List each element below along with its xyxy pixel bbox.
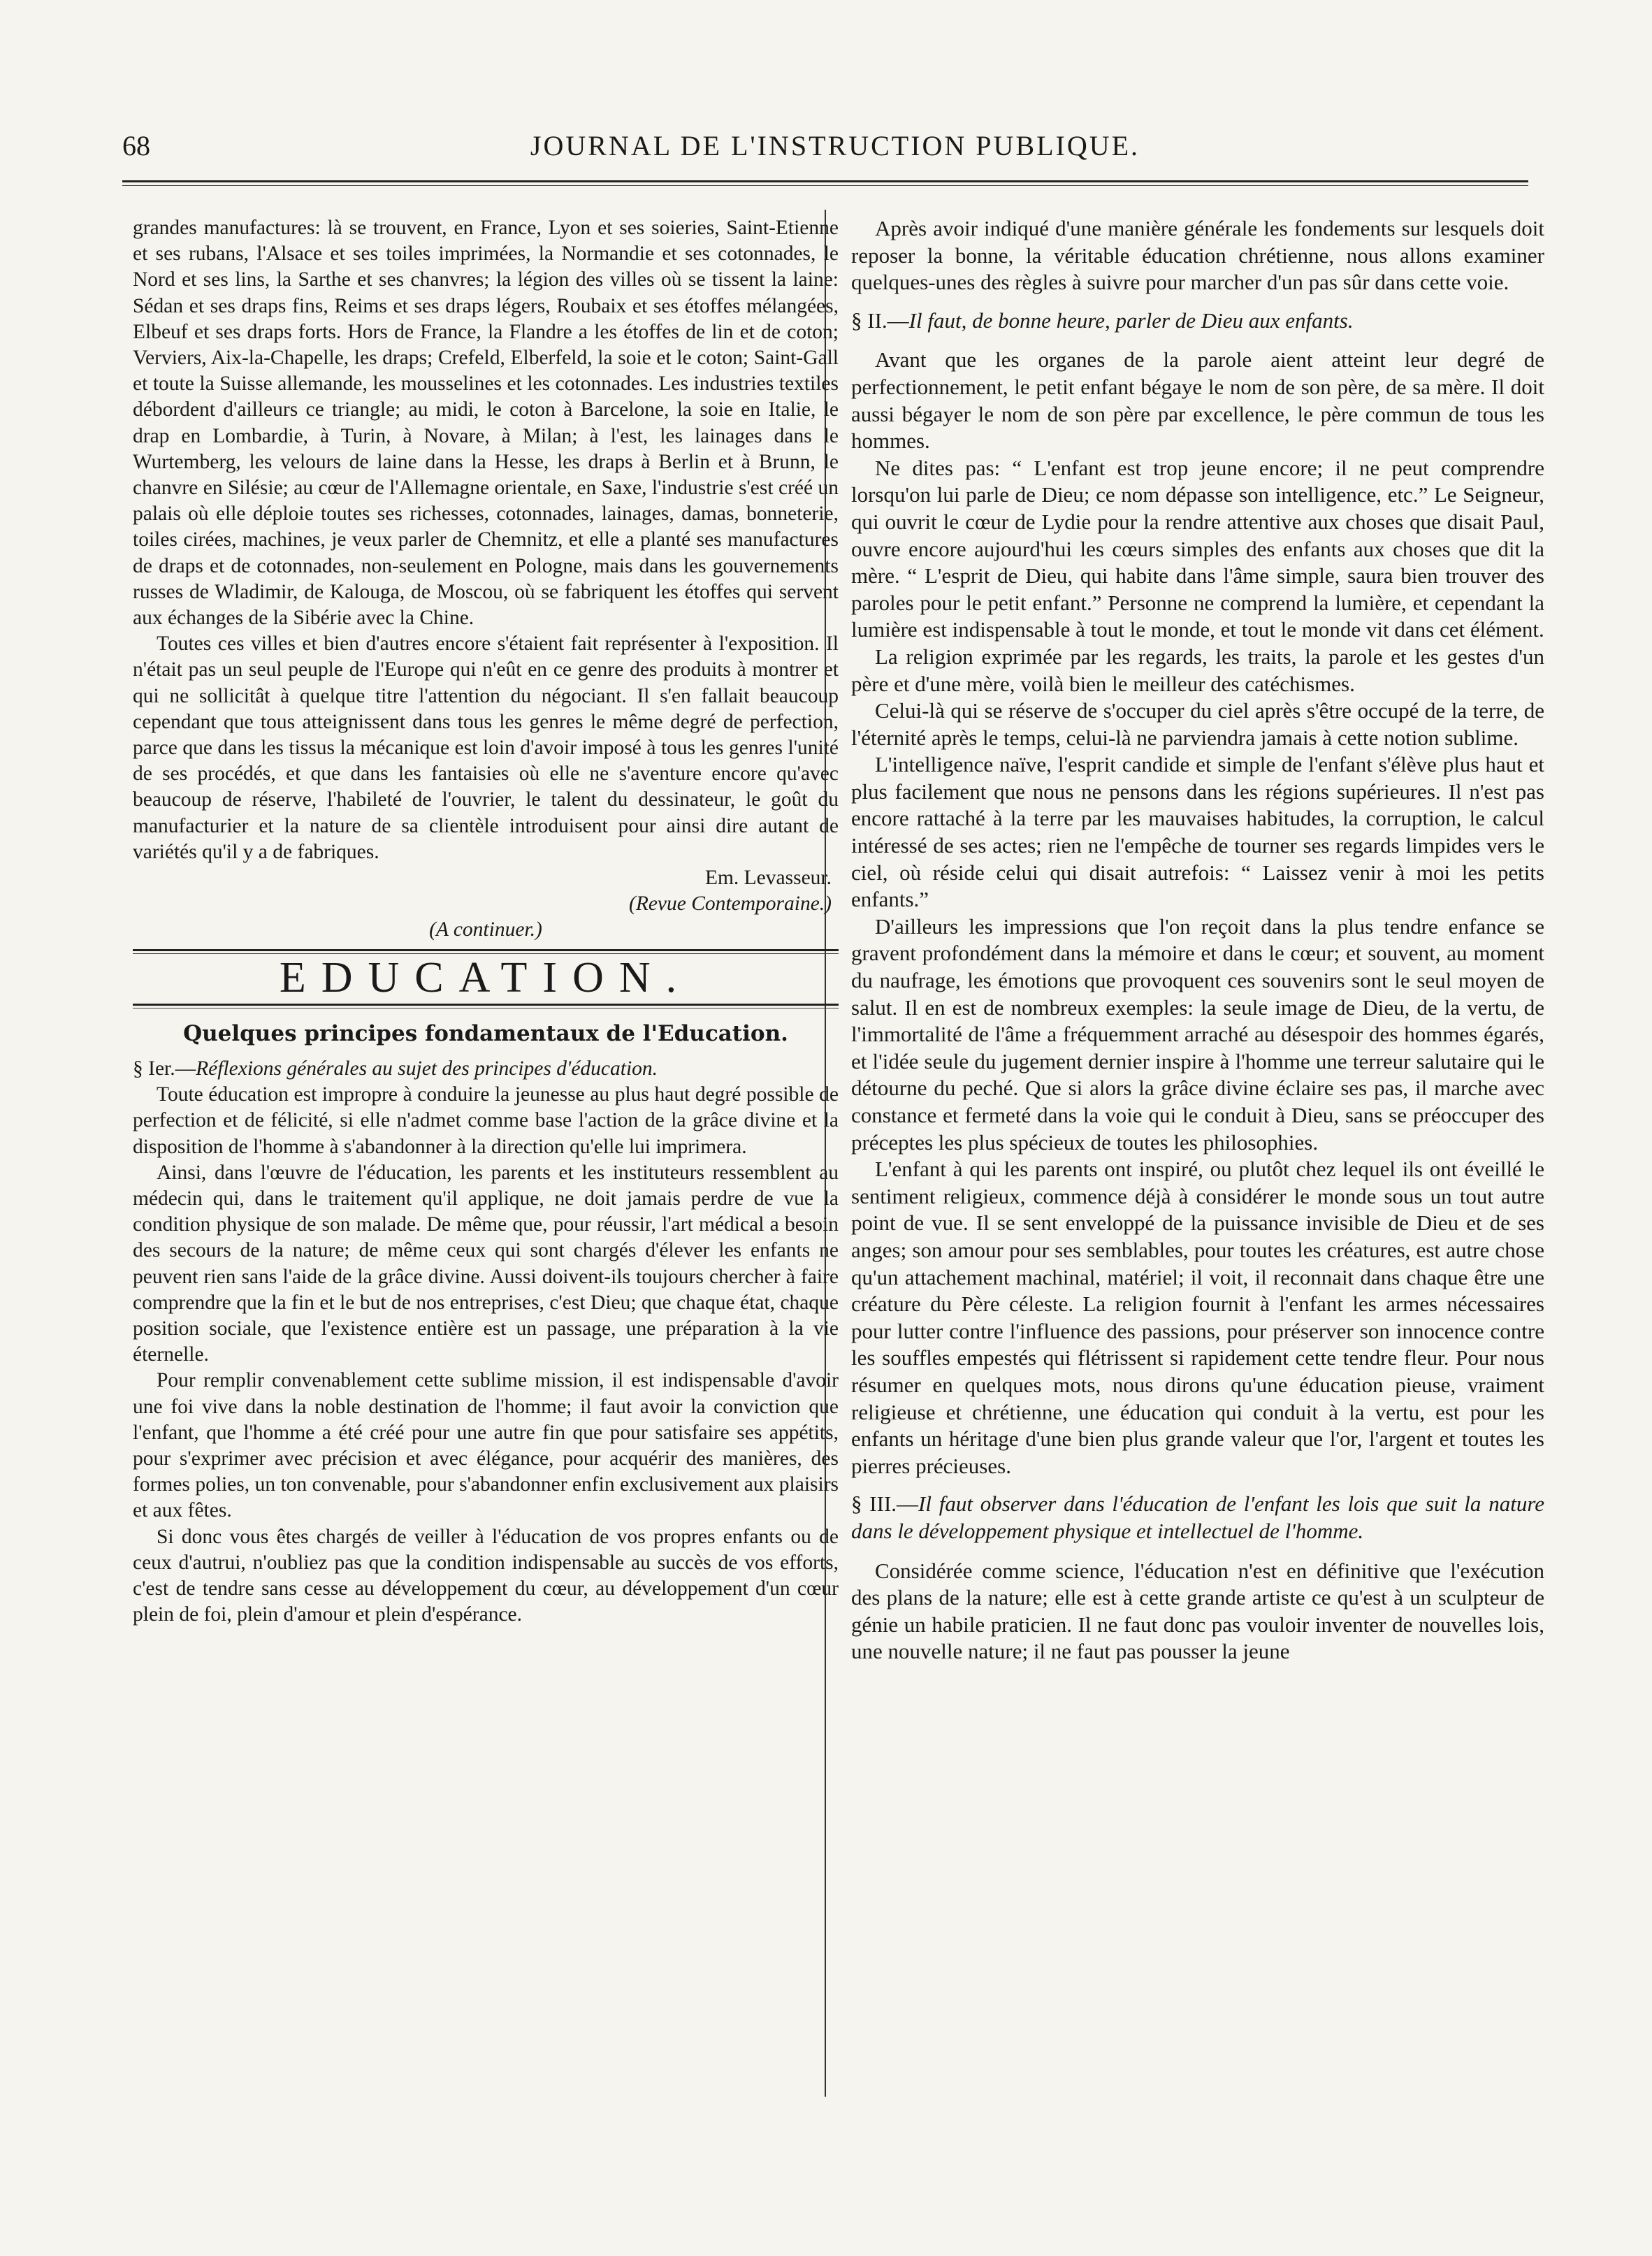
paragraph: Celui-là qui se réserve de s'occuper du ciel après s'être occupé de la terre, de l'éternité après le temps, celui-là ne parviendra jamais à cette notion sublime. xyxy=(851,698,1544,750)
page-number: 68 xyxy=(122,130,150,161)
paragraph: Avant que les organes de la parole aient atteint leur degré de perfectionnement, le petit enfant bégaye le nom de son père, de sa mère. Il doit aussi bégayer le nom de son père par excellence, le père commun de tous les hommes. xyxy=(851,347,1544,454)
paragraph: Pour remplir convenablement cette sublime mission, il est indispensable d'avoir une foi vive dans la noble destination de l'homme; il faut avoir la conviction que l'enfant, que l'homme a été créé pour une autre fin que pour satisfaire ses appétits, pour s'exprimer avec précision et avec élégance, pour acquérir des manières, des formes polies, un ton convenable, pour s'abandonner enfin exclusivement aux plaisirs et aux fêtes. xyxy=(133,1369,839,1522)
continued-note: (A continuer.) xyxy=(429,918,542,941)
subsection-heading xyxy=(851,1491,1544,1545)
header-rule xyxy=(122,180,1528,186)
subsection-number: § Ier.— xyxy=(133,1057,196,1080)
left-column xyxy=(133,215,839,1628)
paragraph: L'intelligence naïve, l'esprit candide et simple de l'enfant s'élève plus haut et plus facilement que nous ne pensons dans les régions supérieures. Il n'est pas encore rattaché à la terre par les mauvaises habitudes, la corruption, le calcul intéressé de ses actes; rien ne l'empêche de tourner ses regards limpides vers le ciel, où réside celui qui disait autrefois: “ Laissez venir à moi les petits enfants.” xyxy=(851,752,1544,912)
paragraph: grandes manufactures: là se trouvent, en France, Lyon et ses soieries, Saint-Etienne et ses rubans, l'Alsace et ses toiles imprimées, la Normandie et ses cotonnades, le Nord et ses lins, la Sarthe et ses chanvres; la légion des villes où se tissent la laine: Sédan et ses draps fins, Reims et ses draps légers, Roubaix et ses étoffes mélangées, Elbeuf et ses draps forts. Hors de France, la Flandre a les étoffes de lin et de coton; Verviers, Aix-la-Chapelle, les draps; Crefeld, Elberfeld, la soie et le coton; Saint-Gall et toute la Suisse allemande, les mousselines et les cotonnades. Les industries textiles débordent d'ailleurs ce triangle; au midi, le coton à Barcelone, la soie en Italie, le drap en Lombardie, à Turin, à Novare, à Milan; à l'est, les lainages dans le Wurtemberg, les velours de laine dans la Hesse, les draps à Berlin et à Brunn, le chanvre en Silésie; au cœur de l'Allemagne orientale, en Saxe, l'industrie s'est créé un palais où elle déploie toutes ses richesses, cotonnades, lainages, damas, bonneterie, toiles cirées, machines, je veux parler de Chemnitz, et elle a planté ses manufactures de draps et de cotonnades, non-seulement en Pologne, mais dans les gouvernements russes de Wladimir, de Kalouga, de Moscou, où se fabriquent les étoffes qui servent aux échanges de la Sibérie avec la Chine. xyxy=(133,217,839,630)
section-title: EDUCATION. xyxy=(279,953,693,1002)
paragraph: Si donc vous êtes chargés de veiller à l'éducation de vos propres enfants ou de ceux d'autrui, n'oubliez pas que la condition indispensable au succès de vos efforts, c'est de tendre sans cesse au développement du cœur, au développement d'un cœur plein de foi, plein d'amour et plein d'espérance. xyxy=(133,1525,839,1626)
author-signature: Em. Levasseur. xyxy=(704,867,832,890)
section-rule xyxy=(133,949,839,954)
paragraph: L'enfant à qui les parents ont inspiré, ou plutôt chez lequel ils ont éveillé le sentiment religieux, commence déjà à considérer le monde sous un tout autre point de vue. Il se sent enveloppé de la puissance invisible de Dieu et de ses anges; son amour pour ses semblables, pour toutes les créatures, est autre chose qu'un attachement machinal, matériel; il voit, il reconnait dans chaque être une créature du Père céleste. La religion fournit à l'enfant les armes nécessaires pour lutter contre l'influence des passions, pour préserver son innocence contre les souffles empestés qui flétrissent si rapidement cette tendre fleur. Pour nous résumer en quelques mots, nous dirons qu'une éducation pieuse, vraiment religieuse et chrétienne, une éducation qui conduit à la vertu, est pour les enfants un héritage d'une bien plus grande valeur que l'or, l'argent et toutes les pierres précieuses. xyxy=(851,1157,1544,1478)
paragraph: Ne dites pas: “ L'enfant est trop jeune encore; il ne peut comprendre lorsqu'on lui parle de Dieu; ce nom dépasse son intelligence, etc.” Le Seigneur, qui ouvrit le cœur de Lydie pour la rendre attentive aux choses que disait Paul, ouvre encore aujourd'hui les cœurs simples des enfants aux choses que dit la mère. “ L'esprit de Dieu, qui habite dans l'âme simple, saura bien trouver des paroles pour le petit enfant.” Personne ne comprend la lumière, et cependant la lumière est indispensable à tout le monde, et tout le monde vit dans cet élément. xyxy=(851,455,1544,642)
subsection-title: Il faut observer dans l'éducation de l'enfant les lois que suit la nature dans le développement physique et intellectuel de l'homme. xyxy=(851,1491,1544,1543)
paragraph: Toute éducation est impropre à conduire la jeunesse au plus haut degré possible de perfection et de félicité, si elle n'admet comme base l'action de la grâce divine et la disposition de l'homme à s'abandonner à la direction qu'elle lui imprimera. xyxy=(133,1083,839,1158)
subsection-number: § II.— xyxy=(851,308,909,333)
paragraph: Toutes ces villes et bien d'autres encore s'étaient fait représenter à l'exposition. Il n'était pas un seul peuple de l'Europe qui n'eût en ce genre des produits à montrer et qui ne sollicitât à quelque titre l'attention du négociant. Il s'en fallait beaucoup cependant que tous atteignissent dans tous les genres le même degré de perfection, parce que dans les tissus la mécanique est loin d'avoir imposé à tous les genres l'unité de ses procédés, et que dans les fantaisies où elle ne s'aventure encore qu'avec beaucoup de réserve, l'habileté de l'ouvrier, le talent du dessinateur, le goût du manufacturier et la nature de sa clientèle introduisent pour ainsi dire autant de variétés qu'il y a de fabriques. xyxy=(133,632,839,863)
subsection-heading xyxy=(851,308,1544,335)
subsection-heading xyxy=(133,1056,839,1082)
paragraph: Considérée comme science, l'éducation n'est en définitive que l'exécution des plans de la nature; elle est à cette grande artiste ce qu'est à un sculpteur de génie un habile praticien. Il ne faut donc pas vouloir inventer de nouvelles lois, une nouvelle nature; il ne faut pas pousser la jeune xyxy=(851,1558,1544,1664)
subsection-title: Il faut, de bonne heure, parler de Dieu aux enfants. xyxy=(908,308,1354,333)
subsection-number: § III.— xyxy=(851,1491,919,1517)
right-column xyxy=(851,215,1544,1665)
paragraph: D'ailleurs les impressions que l'on reçoit dans la plus tendre enfance se gravent profondément dans la mémoire et dans le cœur; et souvent, au moment du naufrage, les émotions que provoquent ces souvenirs sont le seul moyen de salut. Il en est de nombreux exemples: la seule image de Dieu, de la vertu, de l'immortalité de l'âme a fréquemment arraché au désespoir des hommes égarés, et l'idée seule du jugement dernier inspire à l'homme une terreur salutaire qui le détourne du peché. Que si alors la grâce divine éclaire ses pas, il marche avec constance et fermeté dans la voie qui le conduit à Dieu, sans se préoccuper des préceptes les plus spécieux de toutes les philosophies. xyxy=(851,913,1544,1155)
paragraph: La religion exprimée par les regards, les traits, la parole et les gestes d'un père et d'une mère, voilà bien le meilleur des catéchismes. xyxy=(851,644,1544,696)
article-title: Quelques principes fondamentaux de l'Education. xyxy=(183,1020,788,1046)
page-header xyxy=(122,129,1548,171)
source-citation: (Revue Contemporaine.) xyxy=(629,892,832,916)
paragraph: Ainsi, dans l'œuvre de l'éducation, les parents et les instituteurs ressemblent au médecin qui, dans le traitement qu'il applique, ne doit jamais perdre de vue la condition physique de son malade. De même que, pour réussir, l'art médical a besoin des secours de la nature; de même ceux qui sont chargés d'élever les enfants ne peuvent rien sans l'aide de la grâce divine. Aussi doivent-ils toujours chercher à faire comprendre que la fin et le but de nos entreprises, c'est Dieu; que chaque état, chaque position sociale, que l'existence entière est un passage, une préparation à la vie éternelle. xyxy=(133,1161,839,1366)
section-rule xyxy=(133,1004,839,1008)
subsection-title: Réflexions générales au sujet des principes d'éducation. xyxy=(196,1057,658,1080)
paragraph: Après avoir indiqué d'une manière générale les fondements sur lesquels doit reposer la bonne, la véritable éducation chrétienne, nous allons examiner quelques-unes des règles à suivre pour marcher d'un pas sûr dans cette voie. xyxy=(851,216,1544,295)
running-title: JOURNAL DE L'INSTRUCTION PUBLIQUE. xyxy=(530,130,1140,161)
